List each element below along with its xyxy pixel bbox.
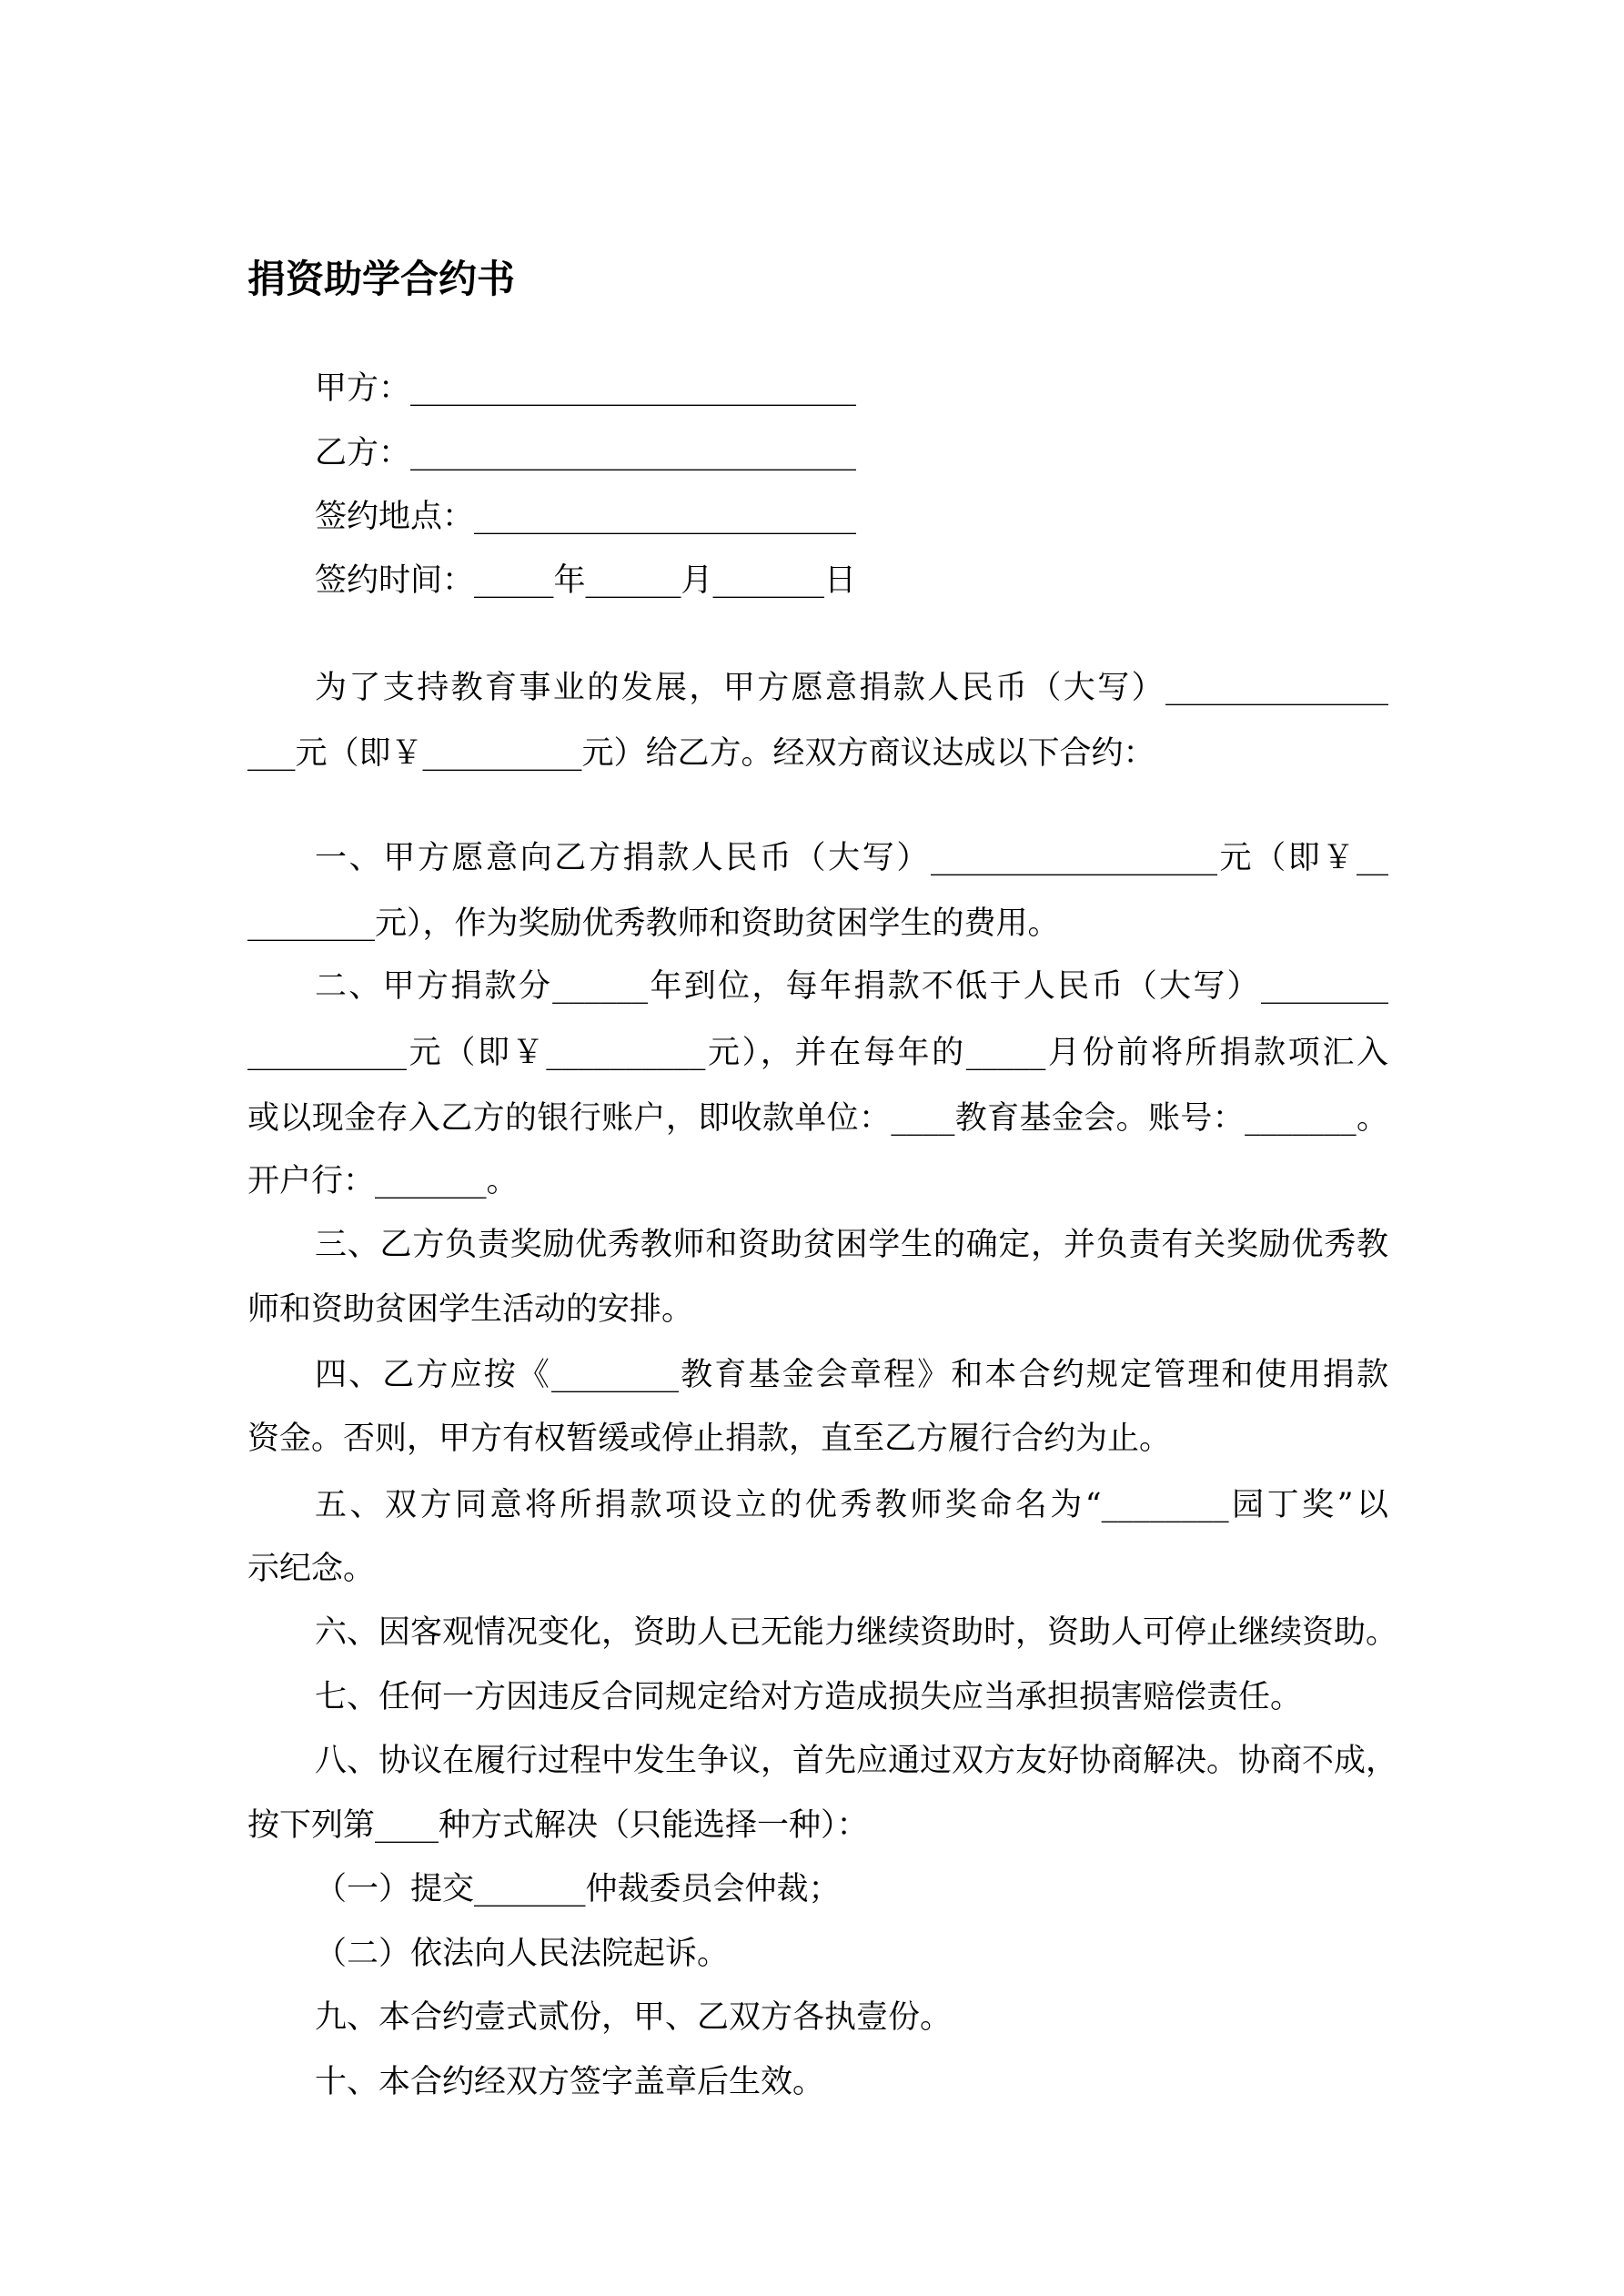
clause-8-option-2: （二）依法向人民法院起诉。 <box>315 1936 730 1972</box>
clause-3-line: 师和资助贫困学生活动的安排。 <box>247 1291 694 1328</box>
clause-1-line: ________元），作为奖励优秀教师和资助贫困学生的费用。 <box>247 905 1060 942</box>
clause-4-line: 资金。否则，甲方有权暂缓或停止捐款，直至乙方履行合约为止。 <box>247 1421 1172 1457</box>
signing-place-field: 签约地点：________________________ <box>315 499 857 535</box>
clause-10-line: 十、本合约经双方签字盖章后生效。 <box>315 2064 825 2100</box>
clause-4-line: 四、乙方应按《________教育基金会章程》和本合约规定管理和使用捐款 <box>315 1357 1388 1393</box>
clause-3-line: 三、乙方负责奖励优秀教师和资助贫困学生的确定，并负责有关奖励优秀教 <box>315 1227 1388 1263</box>
clause-9-line: 九、本合约壹式贰份，甲、乙双方各执壹份。 <box>315 1999 953 2036</box>
clause-8-line: 八、协议在履行过程中发生争议，首先应通过双方友好协商解决。协商不成， <box>315 1743 1398 1779</box>
clause-2-line: __________元（即￥__________元），并在每年的_____月份前将所捐款项汇入 <box>247 1035 1388 1071</box>
party-a-field: 甲方：____________________________ <box>315 370 857 407</box>
document-title: 捐资助学合约书 <box>247 257 516 301</box>
clause-2-line: 开户行：_______。 <box>247 1163 519 1199</box>
signing-date-field: 签约时间：_____年______月_______日 <box>315 562 857 599</box>
clause-2-line: 或以现金存入乙方的银行账户，即收款单位：____教育基金会。账号：_______。 <box>247 1100 1388 1137</box>
party-b-field: 乙方：____________________________ <box>315 435 857 471</box>
clause-7-line: 七、任何一方因违反合同规定给对方造成损失应当承担损害赔偿责任。 <box>315 1679 1303 1715</box>
clause-5-line: 五、双方同意将所捐款项设立的优秀教师奖命名为“________园丁奖”以 <box>315 1487 1388 1523</box>
clause-6-line: 六、因客观情况变化，资助人已无能力继续资助时，资助人可停止继续资助。 <box>315 1614 1398 1651</box>
clause-5-line: 示纪念。 <box>247 1551 376 1587</box>
preamble-line: 为了支持教育事业的发展，甲方愿意捐款人民币（大写）______________ <box>315 670 1388 706</box>
preamble-line: ___元（即￥__________元）给乙方。经双方商议达成以下合约： <box>247 735 1155 772</box>
clause-2-line: 二、甲方捐款分______年到位，每年捐款不低于人民币（大写）________ <box>315 968 1388 1005</box>
clause-8-option-1: （一）提交_______仲裁委员会仲裁； <box>315 1871 841 1907</box>
clause-1-line: 一、甲方愿意向乙方捐款人民币（大写）__________________元（即￥__ <box>315 840 1388 876</box>
clause-8-line: 按下列第____种方式解决（只能选择一种）： <box>247 1807 869 1844</box>
